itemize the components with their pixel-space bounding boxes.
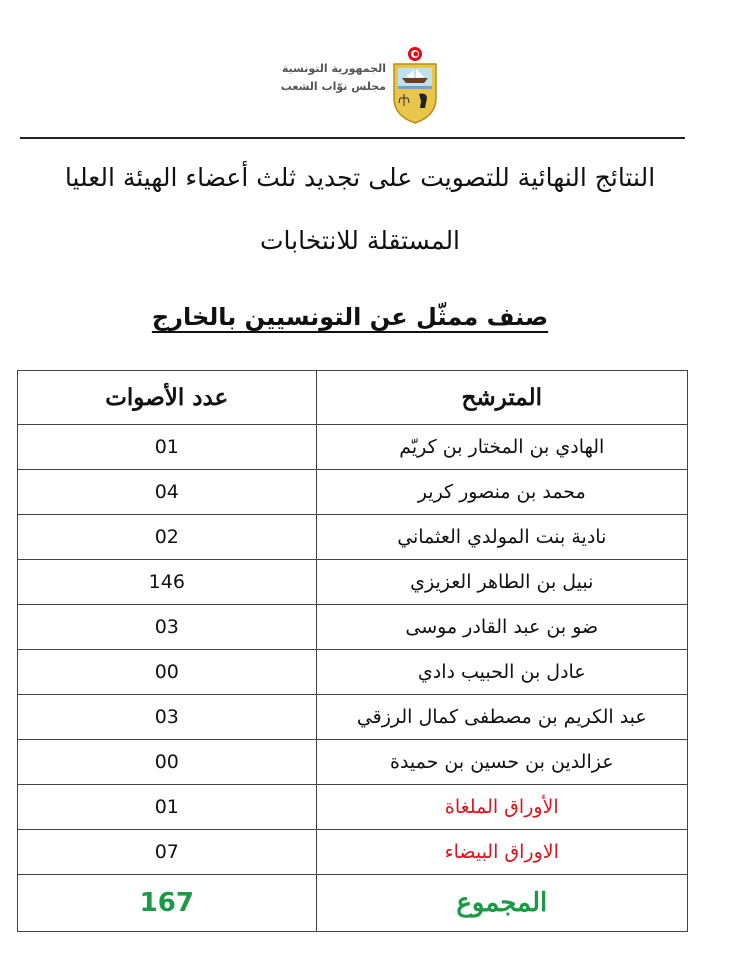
vote-count: 146 bbox=[18, 560, 317, 605]
candidate-name: نبيل بن الطاهر العزيزي bbox=[316, 560, 687, 605]
table-row bbox=[18, 515, 688, 560]
candidate-name: الهادي بن المختار بن كريّم bbox=[316, 425, 687, 470]
candidate-name: عزالدين بن حسين بن حميدة bbox=[316, 740, 687, 785]
table-row bbox=[18, 650, 688, 695]
document-title-line2: المستقلة للانتخابات bbox=[259, 226, 461, 255]
table-row bbox=[18, 425, 688, 470]
header-divider bbox=[20, 137, 685, 139]
logo-line-republic: الجمهورية التونسية bbox=[281, 62, 386, 75]
total-row bbox=[18, 875, 688, 932]
table-row bbox=[18, 740, 688, 785]
vote-count: 00 bbox=[18, 650, 317, 695]
vote-count: 01 bbox=[18, 425, 317, 470]
spoiled-ballots-count: 01 bbox=[18, 785, 317, 830]
table-header-row bbox=[18, 371, 688, 425]
document-title-line1: النتائج النهائية للتصويت على تجديد ثلث أعضاء الهيئة العليا bbox=[64, 163, 656, 192]
candidate-name: محمد بن منصور كرير bbox=[316, 470, 687, 515]
parliament-logo bbox=[266, 46, 446, 120]
vote-count: 00 bbox=[18, 740, 317, 785]
logo-line-assembly: مجلس نوّاب الشعب bbox=[280, 80, 386, 93]
candidate-name: نادية بنت المولدي العثماني bbox=[316, 515, 687, 560]
category-heading: صنف ممثّل عن التونسيين بالخارج bbox=[151, 303, 549, 331]
results-table bbox=[17, 370, 688, 932]
header-candidate: المترشح bbox=[316, 371, 687, 425]
total-label: المجموع bbox=[316, 875, 687, 932]
vote-count: 02 bbox=[18, 515, 317, 560]
blank-ballots-row bbox=[18, 830, 688, 875]
table-row bbox=[18, 470, 688, 515]
spoiled-ballots-label: الأوراق الملغاة bbox=[316, 785, 687, 830]
vote-count: 03 bbox=[18, 695, 317, 740]
header-votes: عدد الأصوات bbox=[18, 371, 317, 425]
total-count: 167 bbox=[18, 875, 317, 932]
candidate-name: عادل بن الحبيب دادي bbox=[316, 650, 687, 695]
table-row bbox=[18, 695, 688, 740]
vote-count: 03 bbox=[18, 605, 317, 650]
coat-of-arms-icon bbox=[390, 46, 440, 124]
candidate-name: عبد الكريم بن مصطفى كمال الرزقي bbox=[316, 695, 687, 740]
blank-ballots-label: الاوراق البيضاء bbox=[316, 830, 687, 875]
vote-count: 04 bbox=[18, 470, 317, 515]
candidate-name: ضو بن عبد القادر موسى bbox=[316, 605, 687, 650]
table-row bbox=[18, 605, 688, 650]
logo-text bbox=[281, 60, 386, 96]
table-row bbox=[18, 560, 688, 605]
spoiled-ballots-row bbox=[18, 785, 688, 830]
blank-ballots-count: 07 bbox=[18, 830, 317, 875]
